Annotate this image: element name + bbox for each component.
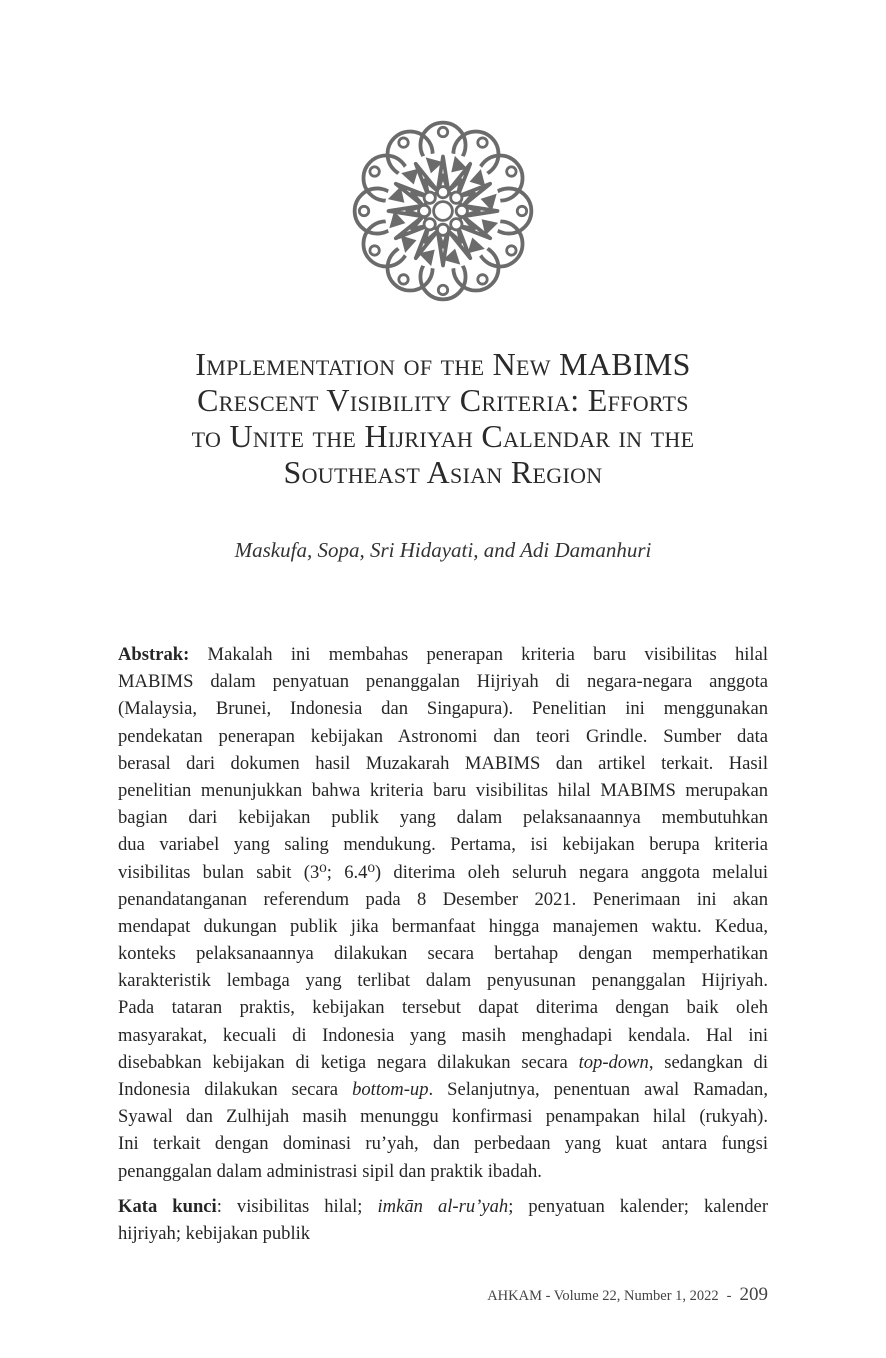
abstract-line: bagian dari kebijakan publik yang dalam pelaksanaannya membutuhkan (118, 807, 768, 829)
abstract-line (118, 641, 768, 668)
keywords-label: Kata kunci (118, 1196, 217, 1217)
abstract-line: karakteristik lembaga yang terlibat dalam penyusunan penanggalan Hijriyah. (118, 970, 768, 992)
abstract-line: mendapat dukungan publik jika bermanfaat hingga manajemen waktu. Kedua, (118, 915, 768, 937)
abstract-line: penandatanganan referendum pada 8 Desember 2021. Penerimaan ini akan (118, 888, 768, 910)
page-number: 209 (739, 1284, 768, 1305)
abstract-line: visibilitas bulan sabit (3⁰; 6.4⁰) diterima oleh seluruh negara anggota melalui (118, 861, 768, 883)
rosette-ornament-icon (349, 117, 537, 305)
abstract-line: dua variabel yang saling mendukung. Pertama, isi kebijakan berupa kriteria (118, 834, 768, 856)
abstract-line: pendekatan penerapan kebijakan Astronomi dan teori Grindle. Sumber data (118, 725, 768, 747)
article-title (110, 346, 776, 490)
journal-citation: AHKAM - Volume 22, Number 1, 2022 (487, 1288, 719, 1304)
abstract-line: Syawal dan Zulhijah masih menunggu konfirmasi penampakan hilal (rukyah). (118, 1106, 768, 1128)
page-footer (487, 1284, 768, 1306)
abstract-line (118, 1076, 768, 1103)
abstract-line: (Malaysia, Brunei, Indonesia dan Singapura). Penelitian ini menggunakan (118, 698, 768, 720)
title-line: Southeast Asian Region (283, 454, 603, 490)
keywords-text: ; penyatuan kalender; kalender (508, 1196, 769, 1217)
keywords (118, 1193, 768, 1247)
keywords-line (118, 1193, 768, 1220)
abstract-line: berasal dari dokumen hasil Muzakarah MABIMS dan artikel terkait. Hasil (118, 752, 768, 774)
abstract-line: masyarakat, kecuali di Indonesia yang masih menghadapi kendala. Hal ini (118, 1024, 768, 1046)
author-list: Maskufa, Sopa, Sri Hidayati, and Adi Damanhuri (234, 538, 652, 562)
abstract-line (118, 1049, 768, 1076)
abstract-text: , sedangkan di (648, 1051, 768, 1073)
keywords-line: hijriyah; kebijakan publik (118, 1223, 311, 1245)
footer-separator: - (726, 1288, 732, 1304)
abstract-text: Makalah ini membahas penerapan kriteria baru visibilitas hilal (189, 644, 768, 665)
keywords-italic-term: imkān al-ru’yah (377, 1196, 509, 1217)
abstract-line: Pada tataran praktis, kebijakan tersebut dapat diterima dengan baik oleh (118, 997, 768, 1019)
title-line: Crescent Visibility Criteria: Efforts (197, 382, 689, 418)
abstract-line: MABIMS dalam penyatuan penanggalan Hijriyah di negara-negara anggota (118, 671, 768, 693)
abstract-line: konteks pelaksanaannya dilakukan secara bertahap dengan memperhatikan (118, 943, 768, 965)
keywords-text: : visibilitas hilal; (216, 1196, 378, 1217)
abstract-text: disebabkan kebijakan di ketiga negara dilakukan secara (118, 1051, 579, 1073)
abstract-italic-term: bottom-up (352, 1079, 429, 1100)
abstract-line: penelitian menunjukkan bahwa kriteria baru visibilitas hilal MABIMS merupakan (118, 779, 768, 801)
abstract-label: Abstrak: (118, 644, 190, 665)
abstract-text: Indonesia dilakukan secara (118, 1079, 353, 1100)
abstract-line: penanggalan dalam administrasi sipil dan praktik ibadah. (118, 1160, 542, 1182)
abstract (118, 641, 768, 1185)
abstract-text: . Selanjutnya, penentuan awal Ramadan, (428, 1079, 768, 1100)
abstract-line: Ini terkait dengan dominasi ru’yah, dan perbedaan yang kuat antara fungsi (118, 1133, 768, 1155)
abstract-italic-term: top-down (578, 1051, 649, 1073)
title-line: to Unite the Hijriyah Calendar in the (191, 418, 695, 454)
title-line: Implementation of the New MABIMS (195, 346, 691, 382)
